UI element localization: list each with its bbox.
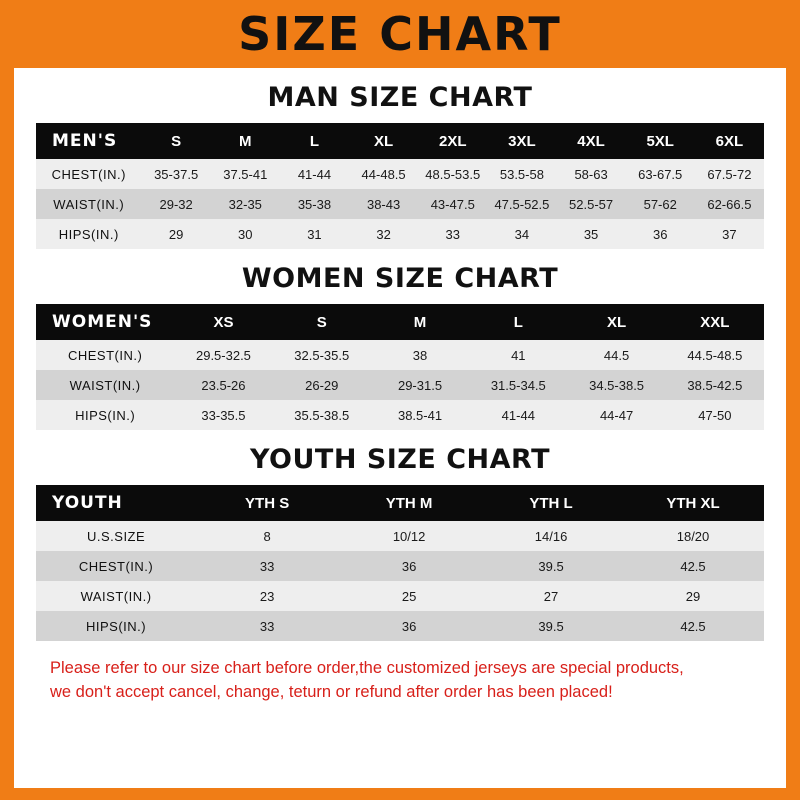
cell: 32.5-35.5 [273, 340, 371, 370]
cell: 25 [338, 581, 480, 611]
footer-note-line-1: Please refer to our size chart before order,the customized jerseys are special products, [50, 659, 684, 677]
cell: 39.5 [480, 551, 622, 581]
table-header-row [36, 123, 764, 159]
cell: 36 [338, 611, 480, 641]
col-header-s: S [273, 304, 371, 340]
cell: 36 [338, 551, 480, 581]
cell: 29.5-32.5 [174, 340, 272, 370]
table-row [36, 551, 764, 581]
table-row [36, 521, 764, 551]
col-header-m: M [211, 123, 280, 159]
row-label: U.S.SIZE [36, 521, 196, 551]
cell: 44.5-48.5 [666, 340, 764, 370]
section-title-youth: YOUTH SIZE CHART [249, 444, 551, 475]
col-header-6xl: 6XL [695, 123, 764, 159]
row-label: CHEST(IN.) [36, 340, 174, 370]
col-header-womens: WOMEN'S [36, 304, 174, 340]
cell: 35 [556, 219, 625, 249]
cell: 30 [211, 219, 280, 249]
cell: 18/20 [622, 521, 764, 551]
cell: 41-44 [469, 400, 567, 430]
table-row [36, 219, 764, 249]
col-header-s: S [142, 123, 211, 159]
col-header-m: M [371, 304, 469, 340]
cell: 29 [622, 581, 764, 611]
content [14, 82, 786, 705]
table-row [36, 611, 764, 641]
col-header-l: L [280, 123, 349, 159]
table-header-row [36, 485, 764, 521]
cell: 31.5-34.5 [469, 370, 567, 400]
cell: 38-43 [349, 189, 418, 219]
cell: 31 [280, 219, 349, 249]
cell: 62-66.5 [695, 189, 764, 219]
cell: 63-67.5 [626, 159, 695, 189]
cell: 29 [142, 219, 211, 249]
cell: 8 [196, 521, 338, 551]
col-header-3xl: 3XL [487, 123, 556, 159]
cell: 53.5-58 [487, 159, 556, 189]
cell: 48.5-53.5 [418, 159, 487, 189]
men-size-table [36, 123, 764, 249]
col-header-mens: MEN'S [36, 123, 142, 159]
cell: 32-35 [211, 189, 280, 219]
table-row [36, 400, 764, 430]
cell: 27 [480, 581, 622, 611]
cell: 38.5-42.5 [666, 370, 764, 400]
table-header-row [36, 304, 764, 340]
section-title-women: WOMEN SIZE CHART [241, 263, 559, 294]
cell: 52.5-57 [556, 189, 625, 219]
cell: 29-31.5 [371, 370, 469, 400]
cell: 39.5 [480, 611, 622, 641]
section-title-men: MAN SIZE CHART [267, 82, 533, 113]
row-label: WAIST(IN.) [36, 581, 196, 611]
cell: 10/12 [338, 521, 480, 551]
col-header-yth-l: YTH L [480, 485, 622, 521]
cell: 44.5 [567, 340, 665, 370]
cell: 57-62 [626, 189, 695, 219]
row-label: CHEST(IN.) [36, 551, 196, 581]
cell: 43-47.5 [418, 189, 487, 219]
cell: 38 [371, 340, 469, 370]
section-youth [36, 444, 764, 641]
col-header-l: L [469, 304, 567, 340]
footer-note [50, 657, 750, 705]
table-row [36, 189, 764, 219]
cell: 47.5-52.5 [487, 189, 556, 219]
cell: 42.5 [622, 551, 764, 581]
cell: 33 [196, 611, 338, 641]
col-header-2xl: 2XL [418, 123, 487, 159]
cell: 67.5-72 [695, 159, 764, 189]
col-header-xl: XL [349, 123, 418, 159]
table-row [36, 159, 764, 189]
cell: 29-32 [142, 189, 211, 219]
banner [14, 0, 786, 68]
cell: 33 [418, 219, 487, 249]
col-header-xl: XL [567, 304, 665, 340]
cell: 34 [487, 219, 556, 249]
cell: 42.5 [622, 611, 764, 641]
cell: 44-47 [567, 400, 665, 430]
cell: 33-35.5 [174, 400, 272, 430]
table-row [36, 370, 764, 400]
col-header-4xl: 4XL [556, 123, 625, 159]
cell: 58-63 [556, 159, 625, 189]
cell: 23.5-26 [174, 370, 272, 400]
page-title: SIZE CHART [238, 7, 562, 61]
footer-accent-bar [14, 788, 786, 800]
col-header-yth-xl: YTH XL [622, 485, 764, 521]
col-header-5xl: 5XL [626, 123, 695, 159]
table-row [36, 340, 764, 370]
row-label: HIPS(IN.) [36, 611, 196, 641]
cell: 37 [695, 219, 764, 249]
col-header-xxl: XXL [666, 304, 764, 340]
col-header-yth-s: YTH S [196, 485, 338, 521]
row-label: HIPS(IN.) [36, 219, 142, 249]
cell: 41 [469, 340, 567, 370]
cell: 23 [196, 581, 338, 611]
cell: 33 [196, 551, 338, 581]
row-label: WAIST(IN.) [36, 189, 142, 219]
col-header-xs: XS [174, 304, 272, 340]
cell: 26-29 [273, 370, 371, 400]
col-header-yth-m: YTH M [338, 485, 480, 521]
cell: 32 [349, 219, 418, 249]
col-header-youth: YOUTH [36, 485, 196, 521]
cell: 34.5-38.5 [567, 370, 665, 400]
footer-note-line-2: we don't accept cancel, change, teturn or refund after order has been placed! [50, 682, 613, 701]
cell: 35-37.5 [142, 159, 211, 189]
youth-size-table [36, 485, 764, 641]
cell: 14/16 [480, 521, 622, 551]
cell: 41-44 [280, 159, 349, 189]
row-label: CHEST(IN.) [36, 159, 142, 189]
section-men [36, 82, 764, 249]
row-label: WAIST(IN.) [36, 370, 174, 400]
cell: 47-50 [666, 400, 764, 430]
cell: 44-48.5 [349, 159, 418, 189]
row-label: HIPS(IN.) [36, 400, 174, 430]
section-women [36, 263, 764, 430]
cell: 35-38 [280, 189, 349, 219]
women-size-table [36, 304, 764, 430]
cell: 36 [626, 219, 695, 249]
cell: 38.5-41 [371, 400, 469, 430]
table-row [36, 581, 764, 611]
cell: 37.5-41 [211, 159, 280, 189]
cell: 35.5-38.5 [273, 400, 371, 430]
